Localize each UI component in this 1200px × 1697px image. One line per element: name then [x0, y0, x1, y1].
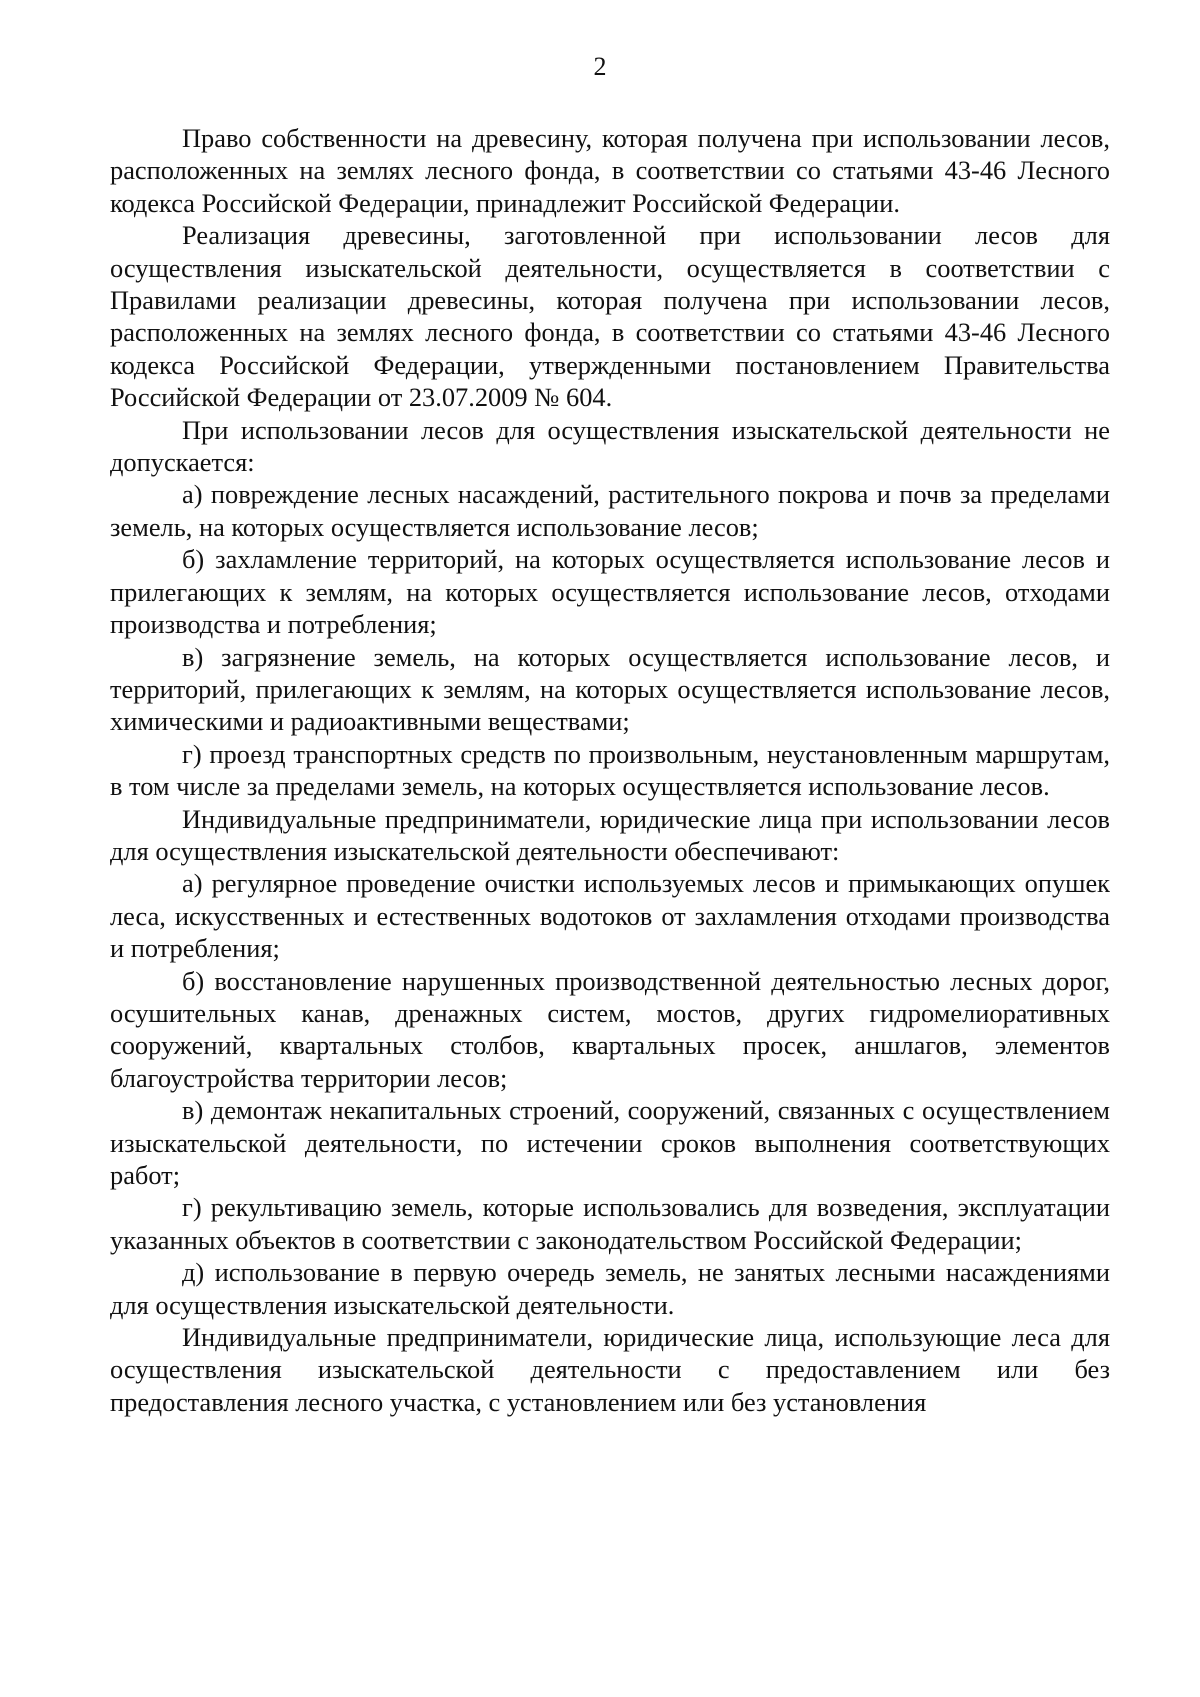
list-item-prohibition-g: г) проезд транспортных средств по произвольным, неустановленным маршрутам, в том числе за пределами земель, на которых осуществляется использование лесов. [110, 738, 1110, 802]
list-item-obligation-a: а) регулярное проведение очистки используемых лесов и примыкающих опушек леса, искусственных и естественных водотоков от захламления отходами производства и потребления; [110, 868, 1110, 964]
paragraph-ownership: Право собственности на древесину, которая получена при использовании лесов, расположенных на землях лесного фонда, в соответствии со статьями 43-46 Лесного кодекса Российской Федерации, принадлежит Российской Федерации. [110, 123, 1110, 218]
list-item-obligation-g: г) рекультивацию земель, которые использовались для возведения, эксплуатации указанных объектов в соответствии с законодательством Российской Федерации; [110, 1192, 1110, 1255]
paragraph-obligations-intro: Индивидуальные предприниматели, юридические лица при использовании лесов для осуществления изыскательской деятельности обеспечивают: [110, 803, 1110, 866]
list-item-prohibition-a: а) повреждение лесных насаждений, растительного покрова и почв за пределами земель, на которых осуществляется использование лесов; [110, 479, 1110, 542]
page-number: 2 [593, 52, 607, 81]
list-item-obligation-d: д) использование в первую очередь земель, не занятых лесными насаждениями для осуществления изыскательской деятельности. [110, 1257, 1110, 1320]
list-item-prohibition-v: в) загрязнение земель, на которых осуществляется использование лесов, и территорий, прилегающих к землям, на которых осуществляется использование лесов, химическими и радиоактивными веществами; [110, 641, 1110, 737]
paragraph-timber-sale: Реализация древесины, заготовленной при использовании лесов для осуществления изыскательской деятельности, осуществляется в соответствии с Правилами реализации древесины, которая получена при использовании лесов, расположенных на землях лесного фонда, в соответствии со статьями 43-46 Лесного кодекса Российской Федерации, утвержденными постановлением Правительства Российской Федерации от 23.07.2009 № 604. [110, 220, 1110, 413]
paragraph-prohibitions-intro: При использовании лесов для осуществления изыскательской деятельности не допускается: [110, 414, 1110, 478]
document-text [110, 122, 1110, 1418]
list-item-prohibition-b: б) захламление территорий, на которых осуществляется использование лесов и прилегающих к землям, на которых осуществляется использование лесов, отходами производства и потребления; [110, 544, 1110, 640]
list-item-obligation-v: в) демонтаж некапитальных строений, сооружений, связанных с осуществлением изыскательской деятельности, по истечении сроков выполнения соответствующих работ; [110, 1095, 1110, 1190]
paragraph-continuation: Индивидуальные предприниматели, юридические лица, использующие леса для осуществления изыскательской деятельности с предоставлением или без предоставления лесного участка, с установлением или без установления [110, 1322, 1110, 1417]
list-item-obligation-b: б) восстановление нарушенных производственной деятельностью лесных дорог, осушительных канав, дренажных систем, мостов, других гидромелиоративных сооружений, квартальных столбов, квартальных просек, аншлагов, элементов благоустройства территории лесов; [110, 965, 1110, 1093]
